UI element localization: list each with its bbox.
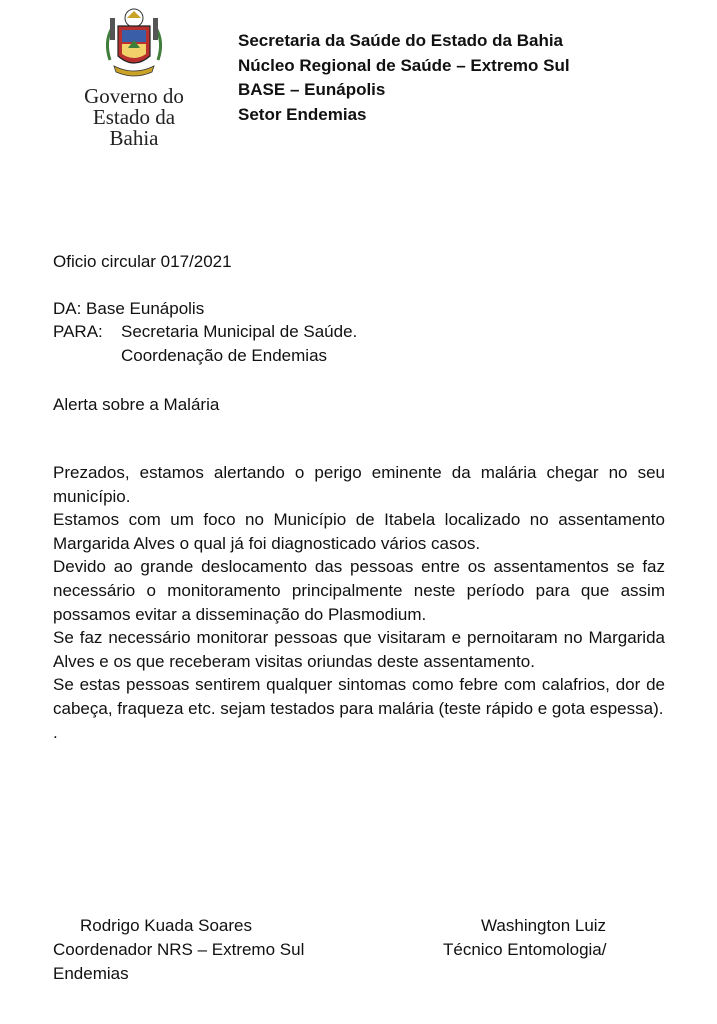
document-header [238, 29, 570, 127]
to-label: PARA: [53, 322, 103, 341]
body-paragraph: . [53, 722, 58, 742]
body-paragraph: Devido ao grande deslocamento das pessoas entre os assentamentos se faz necessário o monitoramento principalmente neste período para que assim possamos evitar a disseminação do Plasmodium. [53, 557, 665, 624]
oficio-number: Oficio circular 017/2021 [53, 252, 232, 271]
body-paragraph: Se estas pessoas sentirem qualquer sintomas como febre com calafrios, dor de cabeça, fraqueza etc. sejam testados para malária (teste rápido e gota espessa). [53, 675, 665, 718]
body-paragraph: Prezados, estamos alertando o perigo eminente da malária chegar no seu município. [53, 463, 665, 506]
body-paragraph: Estamos com um foco no Município de Itabela localizado no assentamento Margarida Alves o qual já foi diagnosticado vários casos. [53, 510, 665, 553]
body-paragraph: Se faz necessário monitorar pessoas que visitaram e pernoitaram no Margarida Alves e os que receberam visitas oriundas deste assentamento. [53, 628, 665, 671]
header-line-3: BASE – Eunápolis [238, 80, 386, 99]
header-line-1: Secretaria da Saúde do Estado da Bahia [238, 31, 564, 50]
to-line-1: Secretaria Municipal de Saúde. [121, 322, 358, 341]
logo-line-2: Estado da Bahia [92, 105, 176, 150]
header-line-2: Núcleo Regional de Saúde – Extremo Sul [238, 55, 570, 75]
government-logo [72, 4, 196, 150]
signature-left-role-2: Endemias [53, 964, 129, 983]
signature-right-name: Washington Luiz [481, 916, 607, 935]
subject-line: Alerta sobre a Malária [53, 395, 220, 414]
signature-right-role: Técnico Entomologia/ [443, 940, 607, 959]
header-line-4: Setor Endemias [238, 104, 367, 124]
letter-body [53, 461, 665, 744]
signature-left-name: Rodrigo Kuada Soares [80, 916, 253, 935]
bahia-coat-of-arms-icon [94, 4, 174, 84]
from-line: DA: Base Eunápolis [53, 299, 205, 318]
signature-left-role: Coordenador NRS – Extremo Sul [53, 940, 305, 959]
to-line-2: Coordenação de Endemias [121, 346, 328, 365]
logo-line-1: Governo do [84, 84, 184, 108]
